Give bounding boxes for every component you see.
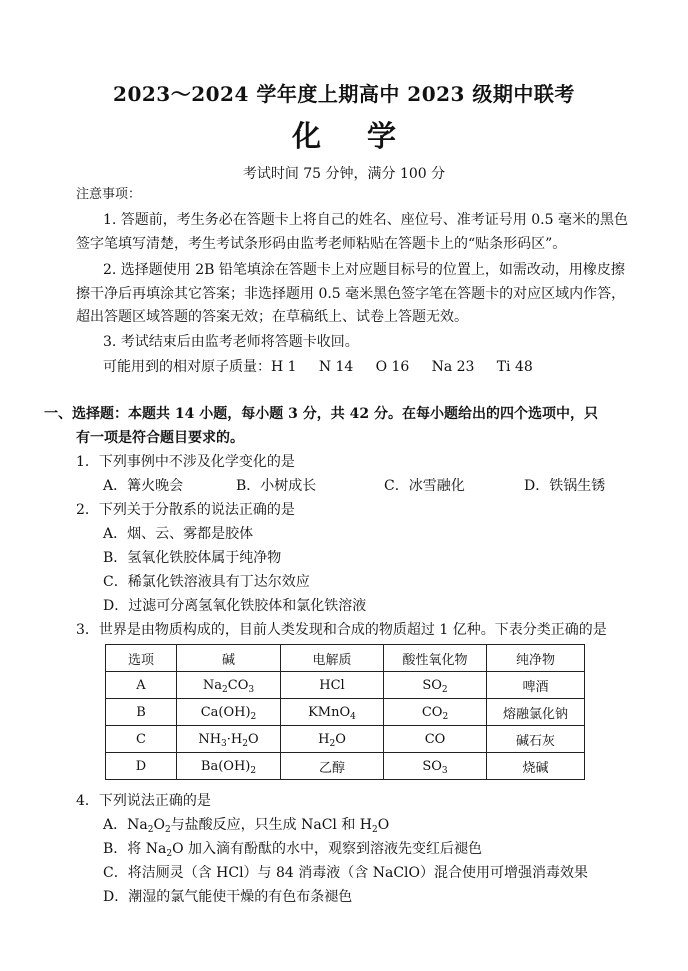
q2-option-c: C．稀氯化铁溶液具有丁达尔效应 [103,574,310,590]
note-1-line-1: 1. 答题前，考生务必在答题卡上将自己的姓名、座位号、准考证号用 0.5 毫米的黑色 [103,212,628,228]
q1-option-b: B．小树成长 [236,478,317,494]
row-electrolyte: 乙醇 [281,753,384,780]
table-row [106,726,585,753]
section-1-line-1: 一、选择题：本题共 14 小题，每小题 3 分，共 42 分。在每小题给出的四个选项中，只 [44,406,598,422]
note-2-line-2: 擦干净后再填涂其它答案；非选择题用 0.5 毫米黑色签字笔在答题卡的对应区域内作答， [76,286,626,302]
row-pure-substance: 熔融氯化钠 [487,699,585,726]
table-row [106,699,585,726]
row-base: $Na_2CO_3$ [177,672,281,699]
row-pure-substance: 啤酒 [487,672,585,699]
note-3: 3. 考试结束后由监考老师将答题卡收回。 [103,334,359,350]
notes-heading: 注意事项： [76,187,142,202]
section-1-line-2: 有一项是符合题目要求的。 [76,430,244,446]
subject-title: 化 学 [291,119,415,153]
row-base: $Ca(OH)_2$ [177,699,281,726]
q1-option-a: A．篝火晚会 [103,478,184,494]
row-acidic-oxide: CO [384,726,487,753]
row-option: D [106,753,177,780]
note-1-line-2: 签字笔填写清楚，考生考试条形码由监考老师粘贴在答题卡上的“贴条形码区”。 [76,236,567,252]
row-pure-substance: 碱石灰 [487,726,585,753]
q1-option-c: C．冰雪融化 [384,478,465,494]
q1-stem: 1．下列事例中不涉及化学变化的是 [76,454,295,470]
q1-option-d: D．铁锅生锈 [524,478,606,494]
q3-stem: 3．世界是由物质构成的，目前人类发现和合成的物质超过 1 亿种。下表分类正确的是 [76,622,607,638]
exam-title: 2023～2024 学年度上期高中 2023 级期中联考 [113,82,575,106]
header-base: 碱 [177,645,281,672]
row-acidic-oxide: $SO_3$ [384,753,487,780]
header-option: 选项 [106,645,177,672]
row-base: $NH_3\cdot H_2O$ [177,726,281,753]
q4-option-a: A．$Na_2O_2$与盐酸反应，只生成 NaCl 和 $H_2O$ [103,817,390,835]
exam-time-info: 考试时间 75 分钟，满分 100 分 [242,166,446,182]
row-option: B [106,699,177,726]
atomic-masses: 可能用到的相对原子质量：H 1 N 14 O 16 Na 23 Ti 48 [103,359,533,375]
header-acidic-oxide: 酸性氧化物 [384,645,487,672]
row-electrolyte: HCl [281,672,384,699]
row-option: C [106,726,177,753]
row-pure-substance: 烧碱 [487,753,585,780]
row-option: A [106,672,177,699]
q4-option-d: D．潮湿的氯气能使干燥的有色布条褪色 [103,889,353,905]
q2-option-d: D．过滤可分离氢氧化铁胶体和氯化铁溶液 [103,598,367,614]
row-electrolyte: KMnO$_4$ [281,699,384,726]
q4-option-c: C．将洁厕灵（含 HCl）与 84 消毒液（含 NaClO）混合使用可增强消毒效果 [103,865,588,881]
q4-stem: 4．下列说法正确的是 [76,793,211,809]
table-row [106,753,585,780]
table-row [106,672,585,699]
q4-option-b: B．将 $Na_2O$ 加入滴有酚酞的水中，观察到溶液先变红后褪色 [103,841,483,859]
q2-stem: 2．下列关于分散系的说法正确的是 [76,502,295,518]
row-acidic-oxide: $CO_2$ [384,699,487,726]
q2-option-a: A．烟、云、雾都是胶体 [103,526,254,542]
note-2-line-3: 超出答题区域答题的答案无效；在草稿纸上、试卷上答题无效。 [76,309,468,325]
note-2-line-1: 2. 选择题使用 2B 铅笔填涂在答题卡上对应题目标号的位置上，如需改动，用橡皮擦 [103,262,625,278]
table-header-row [106,645,585,672]
row-base: $Ba(OH)_2$ [177,753,281,780]
header-pure-substance: 纯净物 [487,645,585,672]
row-acidic-oxide: $SO_2$ [384,672,487,699]
row-electrolyte: $H_2O$ [281,726,384,753]
classification-table [105,644,585,780]
header-electrolyte: 电解质 [281,645,384,672]
q2-option-b: B．氢氧化铁胶体属于纯净物 [103,550,282,566]
